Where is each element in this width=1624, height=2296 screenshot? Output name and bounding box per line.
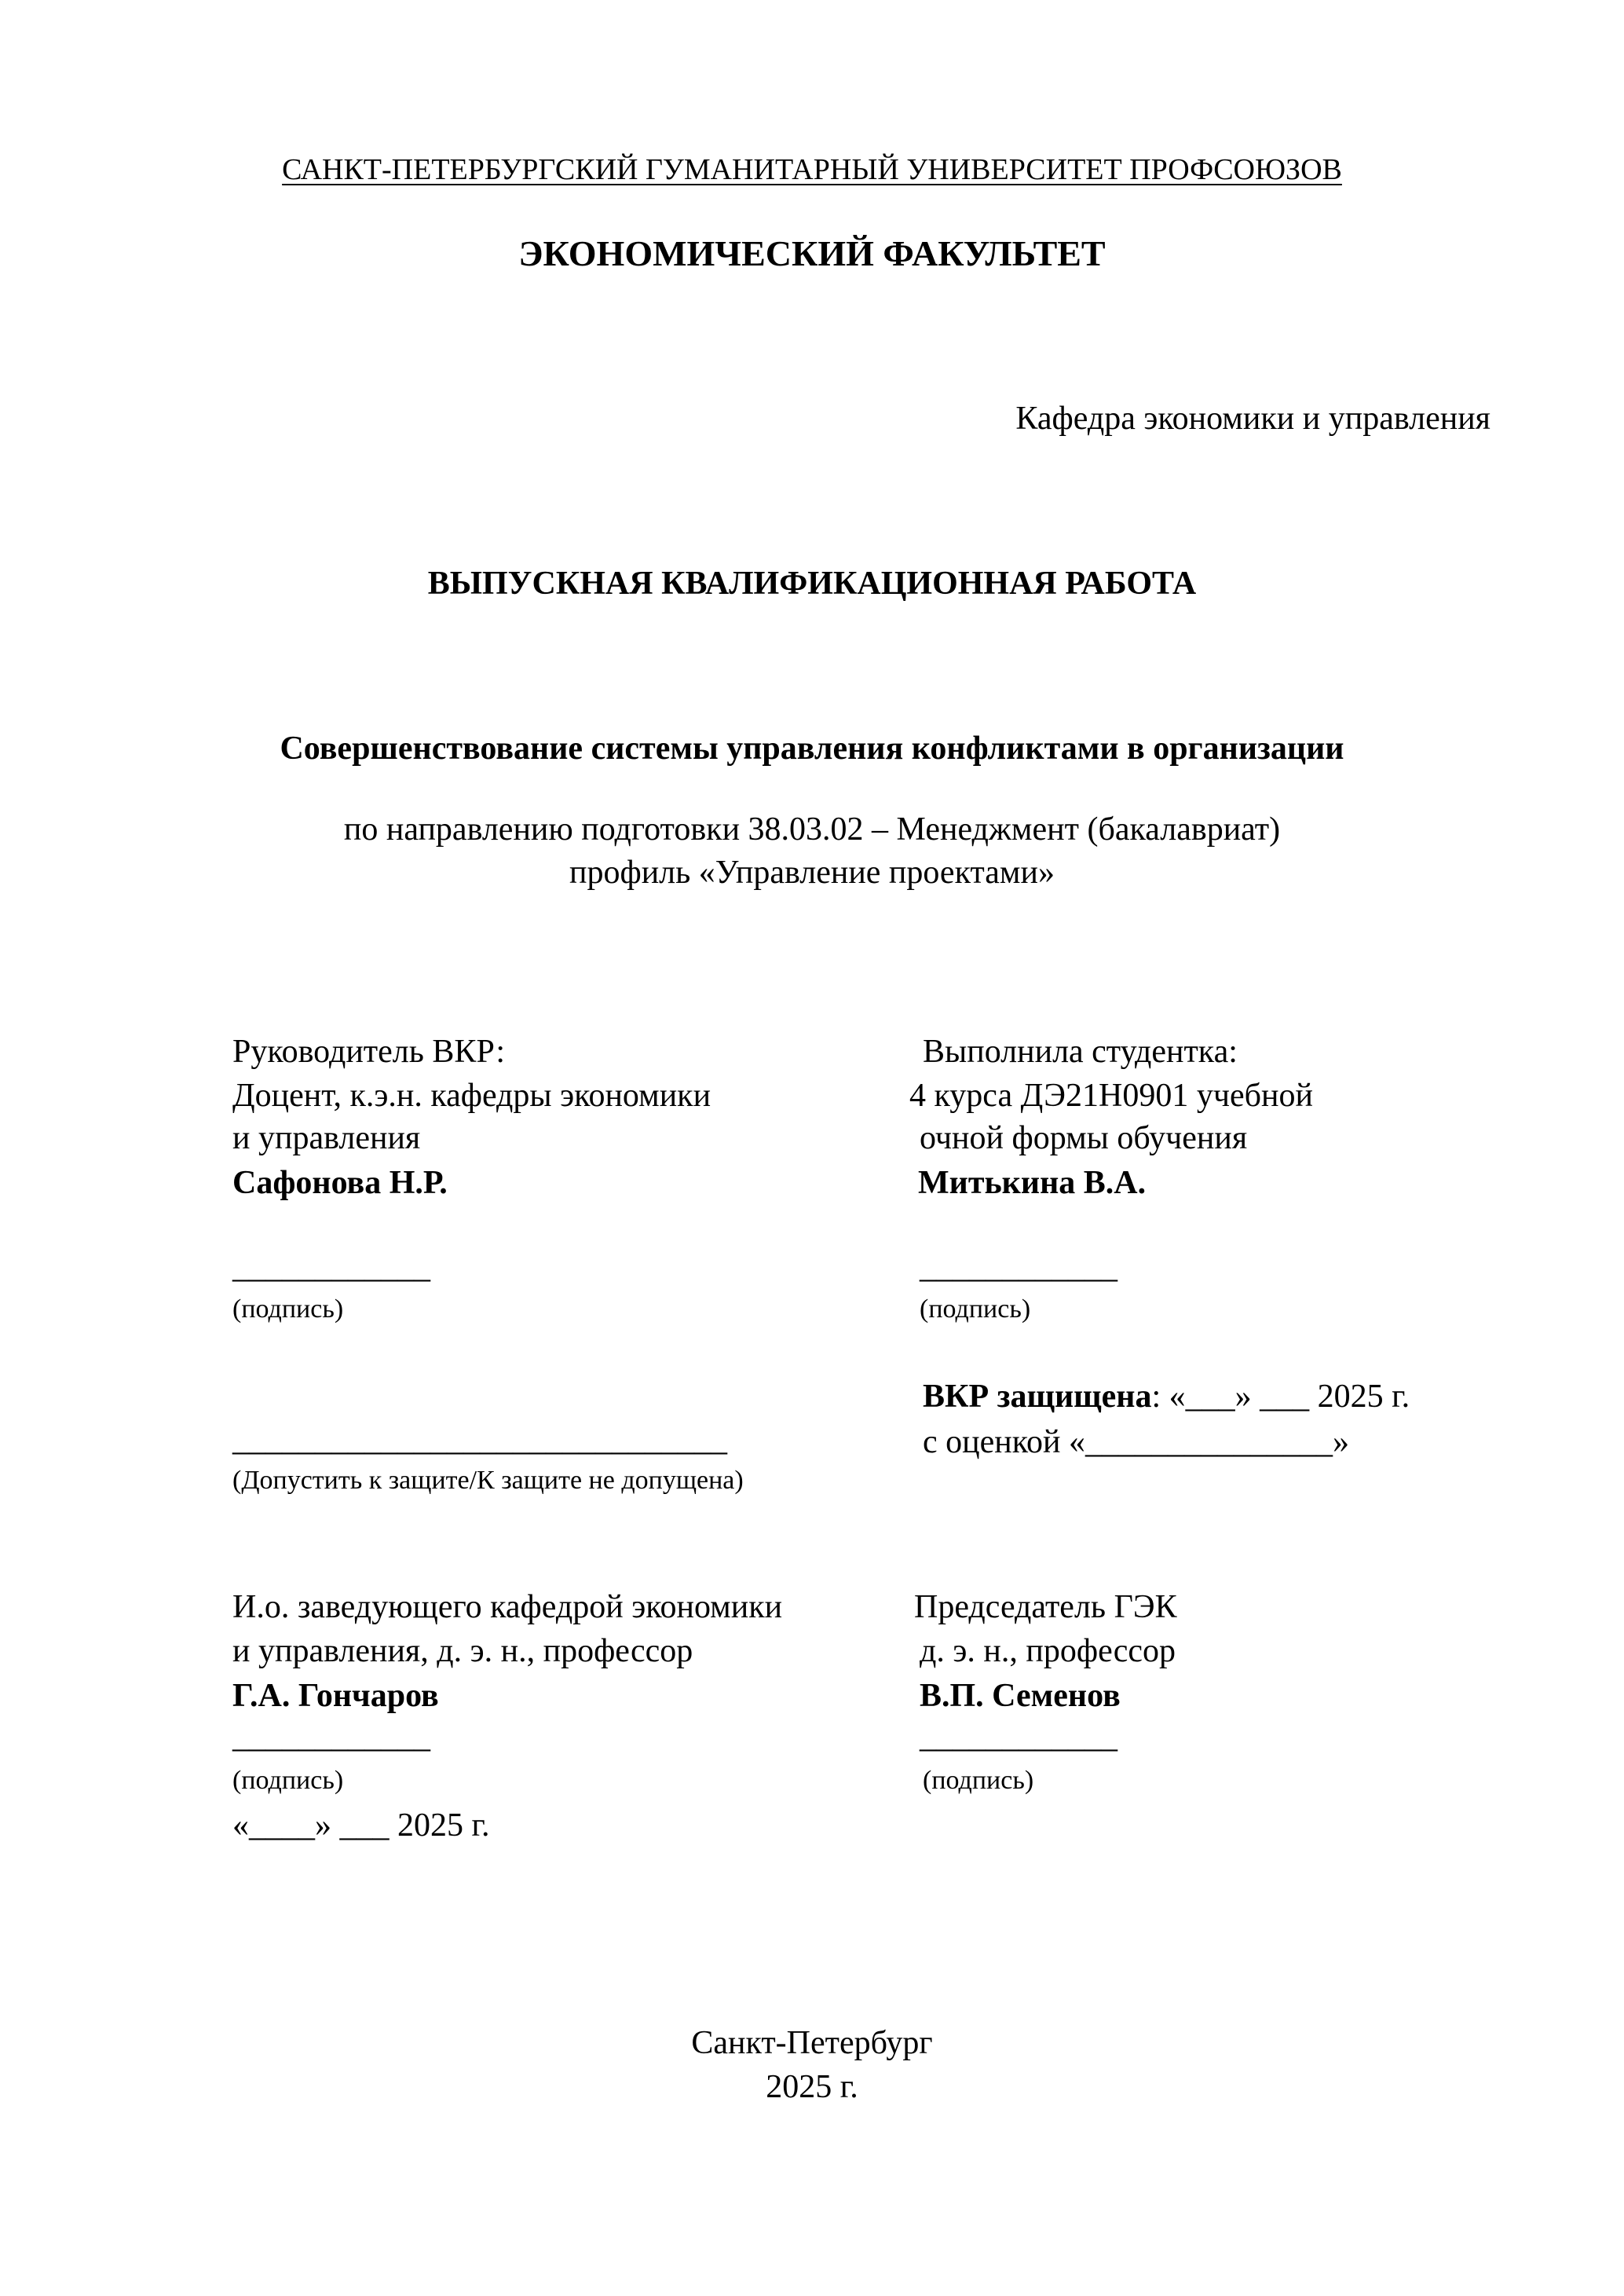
student-signature-line: ____________ [920, 1249, 1117, 1285]
faculty-name: ЭКОНОМИЧЕСКИЙ ФАКУЛЬТЕТ [518, 233, 1106, 273]
university-name: САНКТ-ПЕТЕРБУРГСКИЙ ГУМАНИТАРНЫЙ УНИВЕРСИТЕТ ПРОФСОЮЗОВ [282, 153, 1342, 186]
work-direction: по направлению подготовки 38.03.02 – Менеджмент (бакалавриат) [343, 811, 1281, 848]
head-name: Г.А. Гончаров [232, 1678, 439, 1714]
work-topic: Совершенствование системы управления конфликтами в организации [280, 731, 1344, 767]
footer-year: 2025 г. [766, 2069, 858, 2105]
supervisor-position-line1: Доцент, к.э.н. кафедры экономики [232, 1078, 711, 1114]
student-line1: 4 курса ДЭ21Н0901 учебной [909, 1078, 1313, 1114]
supervisor-signature-caption: (подпись) [232, 1294, 344, 1324]
defense-label: ВКР защищена [923, 1379, 1152, 1415]
student-line2: очной формы обучения [920, 1120, 1248, 1156]
head-signature-caption: (подпись) [232, 1766, 344, 1795]
chairman-name: В.П. Семенов [920, 1678, 1121, 1714]
head-line1: И.о. заведующего кафедрой экономики [232, 1589, 783, 1625]
head-line2: и управления, д. э. н., профессор [232, 1633, 693, 1669]
student-name: Митькина В.А. [918, 1165, 1147, 1201]
defense-grade: с оценкой «_______________» [923, 1424, 1349, 1460]
student-signature-caption: (подпись) [920, 1294, 1031, 1324]
work-type: ВЫПУСКНАЯ КВАЛИФИКАЦИОННАЯ РАБОТА [427, 566, 1197, 602]
footer-city: Санкт-Петербург [691, 2025, 933, 2061]
chairman-signature-line: ____________ [920, 1719, 1117, 1755]
department-name: Кафедра экономики и управления [1015, 401, 1490, 437]
head-signature-line: ____________ [232, 1719, 430, 1755]
supervisor-position-line2: и управления [232, 1120, 421, 1156]
supervisor-signature-line: ____________ [232, 1249, 430, 1285]
admission-caption: (Допустить к защите/К защите не допущена) [232, 1466, 744, 1495]
admission-line: ______________________________ [232, 1422, 727, 1458]
chairman-line1: Председатель ГЭК [914, 1589, 1177, 1625]
supervisor-heading: Руководитель ВКР: [232, 1034, 506, 1070]
defense-line [923, 1380, 1410, 1413]
defense-date: : «___» ___ 2025 г. [1151, 1379, 1410, 1415]
chairman-line2: д. э. н., профессор [920, 1633, 1176, 1669]
student-heading: Выполнила студентка: [923, 1034, 1238, 1070]
work-profile: профиль «Управление проектами» [569, 855, 1055, 891]
head-date: «____» ___ 2025 г. [232, 1807, 490, 1844]
supervisor-name: Сафонова Н.Р. [232, 1165, 448, 1201]
chairman-signature-caption: (подпись) [923, 1766, 1034, 1795]
